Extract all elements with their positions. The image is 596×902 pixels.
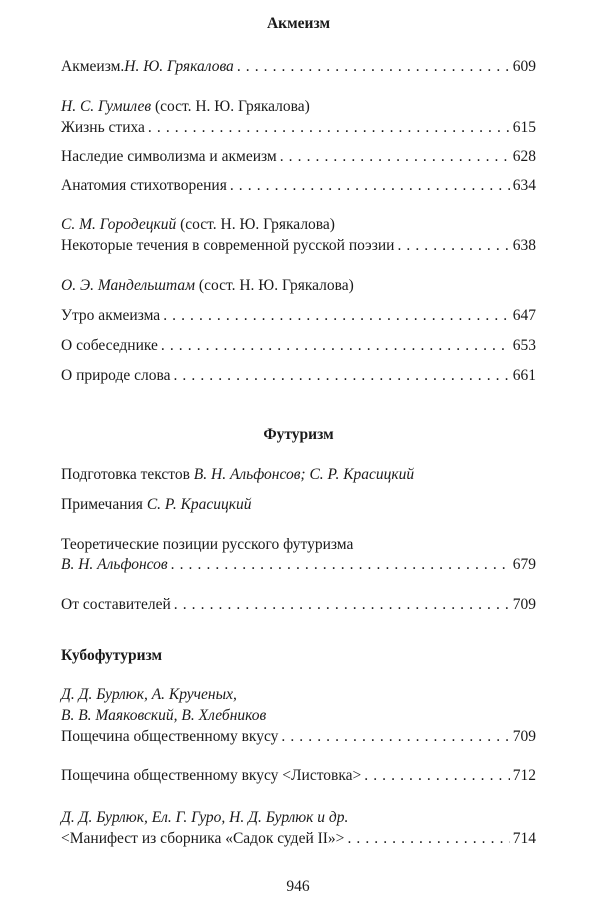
- entry-title: Жизнь стиха: [61, 119, 145, 136]
- entry-page: 679: [512, 556, 536, 573]
- toc-entry-from-compilers: [61, 595, 536, 615]
- author-header-mandelstam: [61, 276, 536, 296]
- toc-entry-acmeism: [61, 57, 536, 77]
- author-header-burliuk-line2: В. В. Маяковский, В. Хлебников: [61, 707, 267, 724]
- entry-author: Н. Ю. Грякалова: [124, 58, 234, 75]
- entry-page: 709: [512, 596, 536, 613]
- toc-entry-slap-1: [61, 727, 536, 747]
- compiler-note: (сост. Н. Ю. Грякалова): [195, 277, 354, 294]
- toc-entry-sadok: [61, 829, 536, 849]
- author-header-burliuk-line1: Д. Д. Бурлюк, А. Крученых,: [61, 686, 237, 703]
- leader-dots: [148, 118, 510, 138]
- entry-page: 628: [512, 148, 536, 165]
- compiler-note: (сост. Н. Ю. Грякалова): [151, 98, 310, 115]
- page-number: 946: [286, 878, 310, 895]
- entry-title: О природе слова: [61, 367, 171, 384]
- entry-title: Некоторые течения в современной русской поэзии: [61, 237, 395, 254]
- author-name: О. Э. Мандельштам: [61, 277, 196, 294]
- leader-dots: [230, 176, 510, 196]
- toc-entry-gumilev-2: [61, 147, 536, 167]
- prep-authors: В. Н. Альфонсов; С. Р. Красицкий: [193, 466, 415, 483]
- toc-entry-theory: [61, 555, 536, 575]
- notes-label: Примечания: [61, 496, 147, 513]
- author-name: С. М. Городецкий: [61, 216, 177, 233]
- entry-page: 615: [512, 119, 536, 136]
- leader-dots: [280, 147, 510, 167]
- leader-dots: [161, 336, 510, 356]
- leader-dots: [237, 57, 510, 77]
- author-name: Н. С. Гумилев: [61, 98, 152, 115]
- toc-entry-mandelstam-1: [61, 306, 536, 326]
- leader-dots: [397, 236, 509, 256]
- entry-page: 638: [512, 237, 536, 254]
- entry-page: 709: [512, 728, 536, 745]
- entry-page: 634: [512, 177, 536, 194]
- prep-texts-line: [61, 465, 536, 485]
- leader-dots: [347, 829, 509, 849]
- entry-title: Наследие символизма и акмеизм: [61, 148, 277, 165]
- leader-dots: [173, 366, 509, 386]
- section-heading-cubofuturism: Кубофутуризм: [61, 647, 163, 664]
- entry-title: Анатомия стихотворения: [61, 177, 227, 194]
- prep-label: Подготовка текстов: [61, 466, 194, 483]
- toc-entry-gumilev-3: [61, 176, 536, 196]
- notes-line: [61, 495, 536, 515]
- entry-title: О собеседнике: [61, 337, 158, 354]
- author-header-gumilev: [61, 97, 536, 117]
- leader-dots: [281, 727, 509, 747]
- toc-entry-mandelstam-3: [61, 366, 536, 386]
- toc-entry-slap-2: [61, 766, 536, 786]
- entry-title: Пощечина общественному вкусу: [61, 728, 279, 745]
- entry-title: От составителей: [61, 596, 171, 613]
- toc-entry-mandelstam-2: [61, 336, 536, 356]
- section-heading-acmeism: Акмеизм: [266, 15, 331, 32]
- entry-page: 647: [512, 307, 536, 324]
- entry-page: 653: [512, 337, 536, 354]
- entry-title: <Манифест из сборника «Садок судей II»>: [61, 830, 345, 847]
- entry-page: 609: [512, 58, 536, 75]
- notes-authors: С. Р. Красицкий: [146, 496, 252, 513]
- section-heading-futurism: Футуризм: [263, 426, 334, 443]
- entry-author: В. Н. Альфонсов: [61, 556, 168, 573]
- leader-dots: [364, 766, 509, 786]
- author-header-gorodetsky: [61, 215, 536, 235]
- entry-title: Пощечина общественному вкусу <Листовка>: [61, 767, 362, 784]
- compiler-note: (сост. Н. Ю. Грякалова): [176, 216, 335, 233]
- entry-title: Утро акмеизма: [61, 307, 161, 324]
- toc-entry-gumilev-1: [61, 118, 536, 138]
- leader-dots: [174, 595, 510, 615]
- entry-page: 661: [512, 367, 536, 384]
- leader-dots: [171, 555, 510, 575]
- entry-title: Акмеизм.: [61, 58, 125, 75]
- entry-page: 714: [512, 830, 536, 847]
- author-header-sadok: Д. Д. Бурлюк, Ел. Г. Гуро, Н. Д. Бурлюк и др.: [61, 809, 349, 826]
- toc-entry-theory-title: Теоретические позиции русского футуризма: [61, 536, 354, 553]
- entry-page: 712: [512, 767, 536, 784]
- toc-entry-gorodetsky-1: [61, 236, 536, 256]
- leader-dots: [163, 306, 510, 326]
